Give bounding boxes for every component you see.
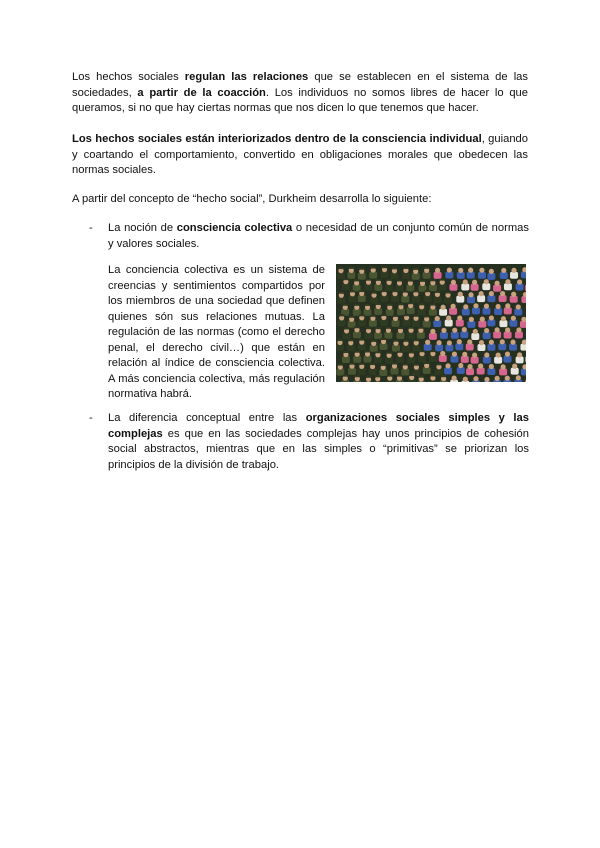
crowd-person-face xyxy=(446,315,451,320)
text-span: La diferencia conceptual entre las xyxy=(108,412,306,424)
crowd-person-face xyxy=(458,363,463,368)
crowd-person-face xyxy=(516,304,521,309)
crowd-person-cap xyxy=(434,291,440,293)
crowd-person-body xyxy=(520,321,526,328)
crowd-person-cap xyxy=(397,327,403,329)
crowd-person-cap xyxy=(408,327,414,329)
crowd-person-cap xyxy=(354,326,360,328)
crowd-person-cap xyxy=(404,314,410,316)
crowd-person-face xyxy=(430,329,435,334)
bold-span: Los hechos sociales están interiorizados dentro de la consciencia individual xyxy=(72,133,482,145)
crowd-person-cap xyxy=(371,292,377,294)
crowd-person-cap xyxy=(380,364,386,366)
crowd-person-cap xyxy=(407,280,413,282)
crowd-person-cap xyxy=(403,267,409,269)
crowd-person-face xyxy=(473,303,478,308)
crowd-person-face xyxy=(473,376,478,381)
crowd-person-cap xyxy=(419,303,425,305)
crowd-person-cap xyxy=(375,327,381,329)
bold-span: consciencia colectiva xyxy=(176,222,293,234)
crowd-person-face xyxy=(501,364,506,369)
crowd-person-face xyxy=(505,352,510,357)
crowd-person-face xyxy=(501,316,506,321)
crowd-person-face xyxy=(505,303,510,308)
text-span: Los hechos sociales xyxy=(72,71,185,83)
crowd-person-cap xyxy=(359,363,365,365)
crowd-person-face xyxy=(457,339,462,344)
bullet-dash: - xyxy=(89,222,93,234)
paragraph-social-facts-interiorized xyxy=(72,132,528,179)
crowd-person-cap xyxy=(430,304,436,306)
crowd-person-face xyxy=(489,340,494,345)
crowd-person-face xyxy=(505,327,510,332)
crowd-person-cap xyxy=(359,290,365,292)
crowd-person-face xyxy=(495,281,500,286)
crowd-person-cap xyxy=(386,279,392,281)
crowd-person-face xyxy=(457,315,462,320)
crowd-person-cap xyxy=(366,327,372,329)
crowd-person-face xyxy=(511,316,516,321)
bold-span: a partir de la coacción xyxy=(137,86,266,99)
bold-span: organizaciones sociales simples y las complejas xyxy=(108,412,529,440)
crowd-person-cap xyxy=(338,267,344,269)
crowd-person-cap xyxy=(370,363,376,365)
paragraph-durkheim-intro: A partir del concepto de “hecho social”, Durkheim desarrolla lo siguiente: xyxy=(72,193,432,205)
crowd-person-face xyxy=(436,340,441,345)
crowd-person-cap xyxy=(359,314,365,316)
crowd-person-face xyxy=(425,340,430,345)
crowd-person-cap xyxy=(398,303,404,305)
crowd-person-face xyxy=(479,268,484,273)
crowd-person-cap xyxy=(436,363,442,365)
crowd-person-cap xyxy=(420,280,426,282)
crowd-person-face xyxy=(511,292,516,297)
crowd-person-face xyxy=(517,279,522,284)
crowd-person-cap xyxy=(387,304,393,306)
crowd-person-cap xyxy=(402,363,408,365)
crowd-person-face xyxy=(496,304,501,309)
crowd-photo-graphic xyxy=(336,264,526,382)
crowd-person-face xyxy=(495,327,500,332)
crowd-person-face xyxy=(484,328,489,333)
crowd-person-cap xyxy=(409,374,415,376)
crowd-person-cap xyxy=(342,304,348,306)
crowd-person-face xyxy=(505,279,510,284)
crowd-person-cap xyxy=(354,304,360,306)
bullet-text xyxy=(108,221,529,252)
crowd-person-face xyxy=(463,377,468,382)
crowd-person-cap xyxy=(413,364,419,366)
crowd-person-face xyxy=(463,279,468,284)
crowd-person-face xyxy=(500,339,505,344)
crowd-person-cap xyxy=(441,375,447,377)
crowd-person-cap xyxy=(381,338,387,340)
crowd-person-cap xyxy=(359,339,365,341)
crowd-person-cap xyxy=(387,375,393,377)
crowd-person-face xyxy=(451,304,456,309)
bullet-dash: - xyxy=(89,412,93,424)
crowd-person-cap xyxy=(375,375,381,377)
crowd-person-cap xyxy=(418,376,424,378)
crowd-person-face xyxy=(489,269,494,274)
text-span: . Los individuos no somos libres de hacer lo que queramos, si no que hay ciertas normas que nos dicen lo que tenemos que hacer. xyxy=(72,86,528,114)
crowd-person-face xyxy=(472,352,477,357)
crowd-person-cap xyxy=(366,279,372,281)
crowd-person-face xyxy=(516,327,521,332)
crowd-person-face xyxy=(452,328,457,333)
bullet-item-social-organizations xyxy=(89,411,529,473)
paragraph-collective-consciousness-detail: La conciencia colectiva es un sistema de creencias y sentimientos compartidos por los miembros de una sociedad que definen quienes són sus relaciones mutuas. La regulación de las normas (como el derecho penal, el derecho civil…) que están en relación al índice de consciencia colectiva. A más conciencia colectiva, más regulación normativa habrá. xyxy=(108,264,325,400)
crowd-person-cap xyxy=(425,290,431,292)
crowd-person-cap xyxy=(424,362,430,364)
crowd-person-face xyxy=(478,363,483,368)
crowd-photo xyxy=(336,264,526,382)
crowd-person-cap xyxy=(337,339,343,341)
crowd-person-cap xyxy=(408,302,414,304)
crowd-person-cap xyxy=(359,268,365,270)
crowd-person-face xyxy=(458,268,463,273)
crowd-person-face xyxy=(467,339,472,344)
crowd-person-cap xyxy=(375,279,381,281)
crowd-person-cap xyxy=(371,340,377,342)
crowd-person-face xyxy=(452,375,457,380)
crowd-person-cap xyxy=(348,339,354,341)
crowd-person-face xyxy=(516,375,521,380)
crowd-person-cap xyxy=(385,327,391,329)
text-span: , guiando y coartando el comportamiento, convertido en obligaciones morales que obedecen las normas sociales. xyxy=(72,133,528,176)
crowd-person-face xyxy=(468,292,473,297)
crowd-person-cap xyxy=(439,279,445,281)
crowd-person-face xyxy=(500,291,505,296)
crowd-person-cap xyxy=(430,279,436,281)
crowd-person-cap xyxy=(366,376,372,378)
crowd-person-cap xyxy=(402,291,408,293)
crowd-person-cap xyxy=(342,375,348,377)
crowd-person-cap xyxy=(337,364,343,366)
crowd-person-face xyxy=(452,352,457,357)
crowd-person-cap xyxy=(354,279,360,281)
crowd-person-cap xyxy=(392,315,398,317)
crowd-person-cap xyxy=(354,375,360,377)
crowd-person-cap xyxy=(413,268,419,270)
crowd-person-face xyxy=(445,363,450,368)
crowd-person-cap xyxy=(375,303,381,305)
crowd-person-face xyxy=(512,364,517,369)
crowd-person-face xyxy=(435,268,440,273)
crowd-person-cap xyxy=(391,362,397,364)
text-span: es que en las sociedades complejas hay unos principios de cohesión social abstractos, mientras que en las simples o “primitivas” se priorizan los principios de la división de trabajo. xyxy=(108,427,529,471)
crowd-person-cap xyxy=(348,267,354,269)
crowd-person-cap xyxy=(338,292,344,294)
crowd-person-face xyxy=(462,327,467,332)
crowd-person-face xyxy=(495,376,500,381)
crowd-person-body xyxy=(520,344,526,351)
crowd-person-face xyxy=(458,292,463,297)
crowd-person-face xyxy=(484,304,489,309)
crowd-person-face xyxy=(441,328,446,333)
crowd-person-cap xyxy=(354,351,360,353)
crowd-person-cap xyxy=(381,314,387,316)
crowd-person-cap xyxy=(397,351,403,353)
crowd-person-face xyxy=(473,329,478,334)
paragraph-social-facts-regulation xyxy=(72,70,528,117)
text-span: o necesidad de un conjunto común de normas y valores sociales. xyxy=(108,222,529,250)
crowd-person-face xyxy=(463,304,468,309)
text-span: que se establecen en el sistema de las sociedades, xyxy=(72,71,529,99)
crowd-person-face xyxy=(501,268,506,273)
crowd-person-cap xyxy=(339,314,345,316)
crowd-person-face xyxy=(469,317,474,322)
crowd-person-cap xyxy=(370,315,376,317)
crowd-person-cap xyxy=(343,351,349,353)
crowd-person-face xyxy=(447,267,452,272)
crowd-person-cap xyxy=(343,278,349,280)
crowd-person-face xyxy=(510,340,515,345)
crowd-person-face xyxy=(435,316,440,321)
crowd-person-cap xyxy=(392,290,398,292)
crowd-person-face xyxy=(505,376,510,381)
crowd-person-cap xyxy=(386,352,392,354)
crowd-person-cap xyxy=(375,351,381,353)
bullet-text xyxy=(108,411,529,473)
crowd-person-cap xyxy=(365,351,371,353)
crowd-person-cap xyxy=(393,340,399,342)
crowd-person-face xyxy=(451,280,456,285)
crowd-person-face xyxy=(467,364,472,369)
crowd-person-cap xyxy=(413,339,419,341)
bullet-item-collective-consciousness xyxy=(89,221,529,252)
crowd-person-cap xyxy=(418,327,424,329)
crowd-person-face xyxy=(484,377,489,382)
crowd-person-face xyxy=(440,305,445,310)
crowd-person-cap xyxy=(403,340,409,342)
crowd-person-face xyxy=(440,351,445,356)
crowd-person-cap xyxy=(370,267,376,269)
crowd-person-face xyxy=(511,268,516,273)
text-span: La noción de xyxy=(108,222,177,234)
crowd-person-face xyxy=(468,268,473,273)
crowd-person-cap xyxy=(365,304,371,306)
crowd-person-cap xyxy=(344,327,350,329)
crowd-person-face xyxy=(447,340,452,345)
crowd-person-cap xyxy=(424,315,430,317)
crowd-person-cap xyxy=(349,290,355,292)
bold-span: regulan las relaciones xyxy=(184,71,309,83)
crowd-person-cap xyxy=(413,290,419,292)
crowd-person-cap xyxy=(349,363,355,365)
crowd-person-cap xyxy=(381,290,387,292)
crowd-person-cap xyxy=(396,375,402,377)
crowd-person-cap xyxy=(408,351,414,353)
crowd-person-cap xyxy=(382,266,388,268)
crowd-person-face xyxy=(484,279,489,284)
crowd-person-face xyxy=(489,315,494,320)
crowd-person-face xyxy=(472,280,477,285)
crowd-person-cap xyxy=(396,279,402,281)
crowd-person-face xyxy=(496,352,501,357)
crowd-person-cap xyxy=(391,267,397,269)
crowd-person-cap xyxy=(424,267,430,269)
crowd-person-face xyxy=(479,291,484,296)
crowd-person-cap xyxy=(430,374,436,376)
crowd-person-cap xyxy=(413,315,419,317)
crowd-person-face xyxy=(462,352,467,357)
crowd-person-cap xyxy=(430,350,436,352)
crowd-person-cap xyxy=(349,316,355,318)
crowd-person-cap xyxy=(445,292,451,294)
crowd-person-face xyxy=(489,364,494,369)
crowd-person-face xyxy=(489,291,494,296)
crowd-person-face xyxy=(479,340,484,345)
crowd-person-face xyxy=(484,352,489,357)
crowd-person-cap xyxy=(419,350,425,352)
crowd-person-face xyxy=(480,317,485,322)
crowd-person-face xyxy=(517,352,522,357)
